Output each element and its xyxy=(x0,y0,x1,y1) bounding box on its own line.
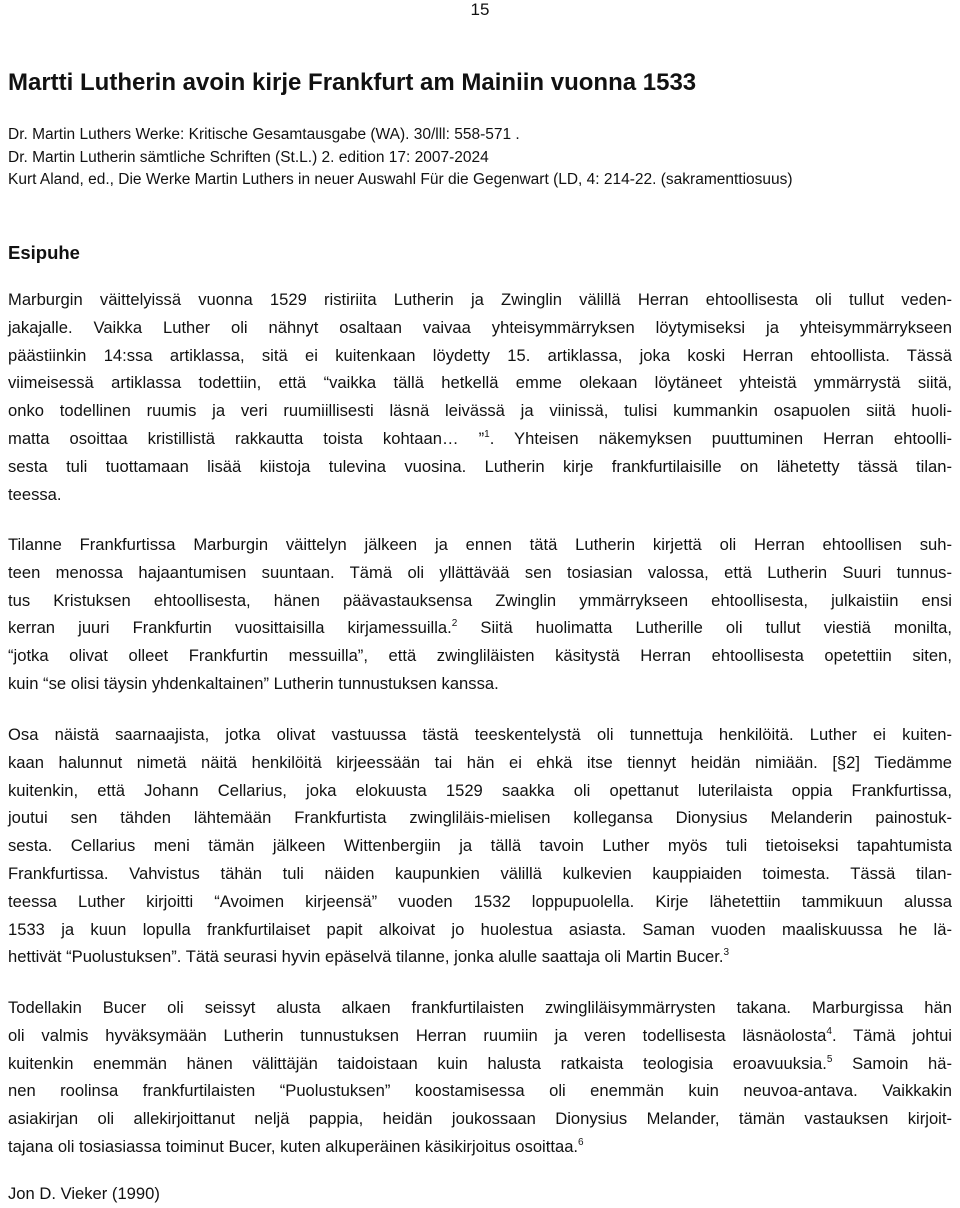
line-text: jakajalle. Vaikka Luther oli nähnyt osaltaan vaivaa yhteisymmärryksen löytymiseksi ja yhteisymmärrykseen xyxy=(8,317,952,337)
page-number: 15 xyxy=(470,0,490,19)
line-text: kaan halunnut nimetä näitä henkilöitä kirjeessään tai hän ei ehkä itse tiennyt heidän nimiään. [§2] Tiedämme xyxy=(8,752,952,772)
paragraph-3 xyxy=(8,721,952,971)
paragraph-2 xyxy=(8,531,952,698)
reference-line: Dr. Martin Lutherin sämtliche Schriften (St.L.) 2. edition 17: 2007-2024 xyxy=(8,148,489,166)
footnote-ref: 1 xyxy=(484,428,490,440)
text-line xyxy=(8,559,952,587)
line-text: kuin “se olisi täysin yhdenkaltainen” Lutherin tunnustuksen kanssa. xyxy=(8,673,499,693)
line-text-after-footnote: . Yhteisen näkemyksen puuttuminen Herran ehtoolli- xyxy=(489,428,952,448)
text-line xyxy=(8,425,952,453)
text-line xyxy=(8,531,952,559)
text-line xyxy=(8,397,952,425)
text-line xyxy=(8,888,952,916)
line-text: kuitenkin enemmän hänen välittäjän taidoistaan kuin halusta ratkaista teologisia eroavuuksia. xyxy=(8,1053,827,1073)
line-text: teessa Luther kirjoitti “Avoimen kirjeensä” vuoden 1532 loppupuolella. Kirje lähetettiin tammikuun alussa xyxy=(8,891,952,911)
text-line xyxy=(8,1050,952,1078)
text-line xyxy=(8,614,952,642)
line-text: Todellakin Bucer oli seissyt alusta alkaen frankfurtilaisten zwingliläisymmärrysten takana. Marburgissa hän xyxy=(8,998,952,1017)
line-text: asiakirjan oli allekirjoittanut neljä pappia, heidän joukossaan Dionysius Melander, tämän vastauksen kirjoit- xyxy=(8,1109,952,1129)
text-line xyxy=(8,1105,952,1133)
line-text: “jotka olivat olleet Frankfurtin messuilla”, että zwingliläisten käsitystä Herran ehtoollisesta opetettiin siten, xyxy=(8,646,952,666)
reference-line: Kurt Aland, ed., Die Werke Martin Luthers in neuer Auswahl Für die Gegenwart (LD, 4: 214-22. (sakramenttiosuus) xyxy=(8,171,793,188)
line-text: Frankfurtissa. Vahvistus tähän tuli näiden kaupunkien välillä kulkevien kauppiaiden toimesta. Tässä tilan- xyxy=(8,863,952,883)
text-line xyxy=(8,642,952,670)
line-text: tajana oli tosiasiassa toiminut Bucer, kuten alkuperäinen käsikirjoitus osoittaa. xyxy=(8,1136,579,1156)
line-text-after-footnote: Samoin hä- xyxy=(832,1053,952,1073)
line-text: 1533 ja kuun lopulla frankfurtilaiset papit alkoivat jo huolestua asiasta. Saman vuoden maaliskuussa he lä- xyxy=(8,919,952,939)
line-text: päästiinkin 14:ssa artiklassa, sitä ei kuitenkaan löydetty 15. artiklassa, joka koski Herran ehtoollista. Tässä xyxy=(8,345,952,365)
text-line xyxy=(8,481,952,509)
text-line xyxy=(8,1022,952,1050)
text-line xyxy=(8,286,952,314)
text-line xyxy=(8,916,952,944)
line-text: sesta tuli tuottamaan lisää kiistoja tulevina vuosina. Lutherin kirje frankfurtilaisille on lähetetty tässä tilan- xyxy=(8,456,952,476)
text-line xyxy=(8,1133,952,1161)
text-line xyxy=(8,314,952,342)
line-text: kuitenkin, että Johann Cellarius, joka elokuusta 1529 saakka oli opettanut luterilaista oppia Frankfurtissa, xyxy=(8,780,952,800)
footnote-ref: 5 xyxy=(826,1053,833,1065)
text-line xyxy=(8,804,952,832)
footnote-ref: 4 xyxy=(826,1025,832,1037)
line-text: teessa. xyxy=(8,484,62,504)
text-line xyxy=(8,777,952,805)
text-line xyxy=(8,670,952,698)
text-line xyxy=(8,453,952,481)
line-text-after-footnote: . Tämä johtui xyxy=(831,1025,952,1045)
document-title: Martti Lutherin avoin kirje Frankfurt am Mainiin vuonna 1533 xyxy=(8,69,697,96)
paragraph-4 xyxy=(8,994,952,1161)
line-text: tus Kristuksen ehtoollisesta, hänen päävastauksensa Zwinglin ymmärrykseen ehtoollisesta, julkaistiin ensi xyxy=(8,590,952,610)
line-text: oli valmis hyväksymään Lutherin tunnustuksen Herran ruumiin ja veren todellisesta läsnäolosta xyxy=(8,1025,827,1045)
line-text: hettivät “Puolustuksen”. Tätä seurasi hyvin epäselvä tilanne, jonka alulle saattaja oli Martin Bucer. xyxy=(8,947,724,967)
line-text: sesta. Cellarius meni tämän jälkeen Wittenbergiin ja tällä tavoin Luther myös tuli tietoiseksi tapahtumista xyxy=(8,836,952,856)
text-line xyxy=(8,749,952,777)
line-text: matta osoittaa kristillistä rakkautta toista kohtaan… ” xyxy=(8,428,485,448)
text-line xyxy=(8,994,952,1022)
line-text: nen roolinsa frankfurtilaisten “Puolustuksen” koostamisessa oli enemmän kuin neuvoa-antava. Vaikkakin xyxy=(8,1081,952,1101)
line-text: teen menossa hajaantumisen suuntaan. Tämä oli yllättävää sen tosiasian valossa, että Lutherin Suuri tunnus- xyxy=(8,562,952,582)
footnote-ref: 2 xyxy=(451,618,458,630)
text-line xyxy=(8,832,952,860)
text-line xyxy=(8,342,952,370)
footnote-ref: 6 xyxy=(578,1136,584,1148)
author-signature: Jon D. Vieker (1990) xyxy=(8,1184,160,1203)
references-block xyxy=(8,124,948,192)
paragraph-1 xyxy=(8,286,952,508)
footnote-ref: 3 xyxy=(723,947,730,959)
line-text-after-footnote: Siitä huolimatta Lutherille oli tullut viestiä monilta, xyxy=(457,618,952,638)
text-line xyxy=(8,369,952,397)
text-line xyxy=(8,721,952,749)
line-text: viimeisessä artiklassa todettiin, että “vaikka tällä hetkellä emme olekaan löytäneet yhteistä ymmärrystä siitä, xyxy=(8,373,952,393)
text-line xyxy=(8,1077,952,1105)
text-line xyxy=(8,943,952,971)
line-text: Osa näistä saarnaajista, jotka olivat vastuussa tästä teeskentelystä oli tunnettuja henkilöitä. Luther ei kuiten- xyxy=(8,725,952,744)
text-line xyxy=(8,860,952,888)
reference-line: Dr. Martin Luthers Werke: Kritische Gesamtausgabe (WA). 30/lll: 558-571 . xyxy=(8,126,520,143)
section-heading: Esipuhe xyxy=(8,242,80,263)
line-text: onko todellinen ruumis ja veri ruumiillisesti läsnä leivässä ja viinissä, tulisi kummankin osapuolen siitä huoli- xyxy=(8,401,952,421)
line-text: Marburgin väittelyissä vuonna 1529 ristiriita Lutherin ja Zwinglin välillä Herran ehtoollisesta oli tullut veden- xyxy=(8,290,952,309)
line-text: Tilanne Frankfurtissa Marburgin väittelyn jälkeen ja ennen tätä Lutherin kirjettä oli Herran ehtoollisen suh- xyxy=(8,535,952,554)
line-text: joutui sen tähden lähtemään Frankfurtista zwingliläis-mielisen kollegansa Dionysius Melanderin painostuk- xyxy=(8,808,952,828)
text-line xyxy=(8,587,952,615)
line-text: kerran juuri Frankfurtin vuosittaisilla kirjamessuilla. xyxy=(8,618,452,638)
